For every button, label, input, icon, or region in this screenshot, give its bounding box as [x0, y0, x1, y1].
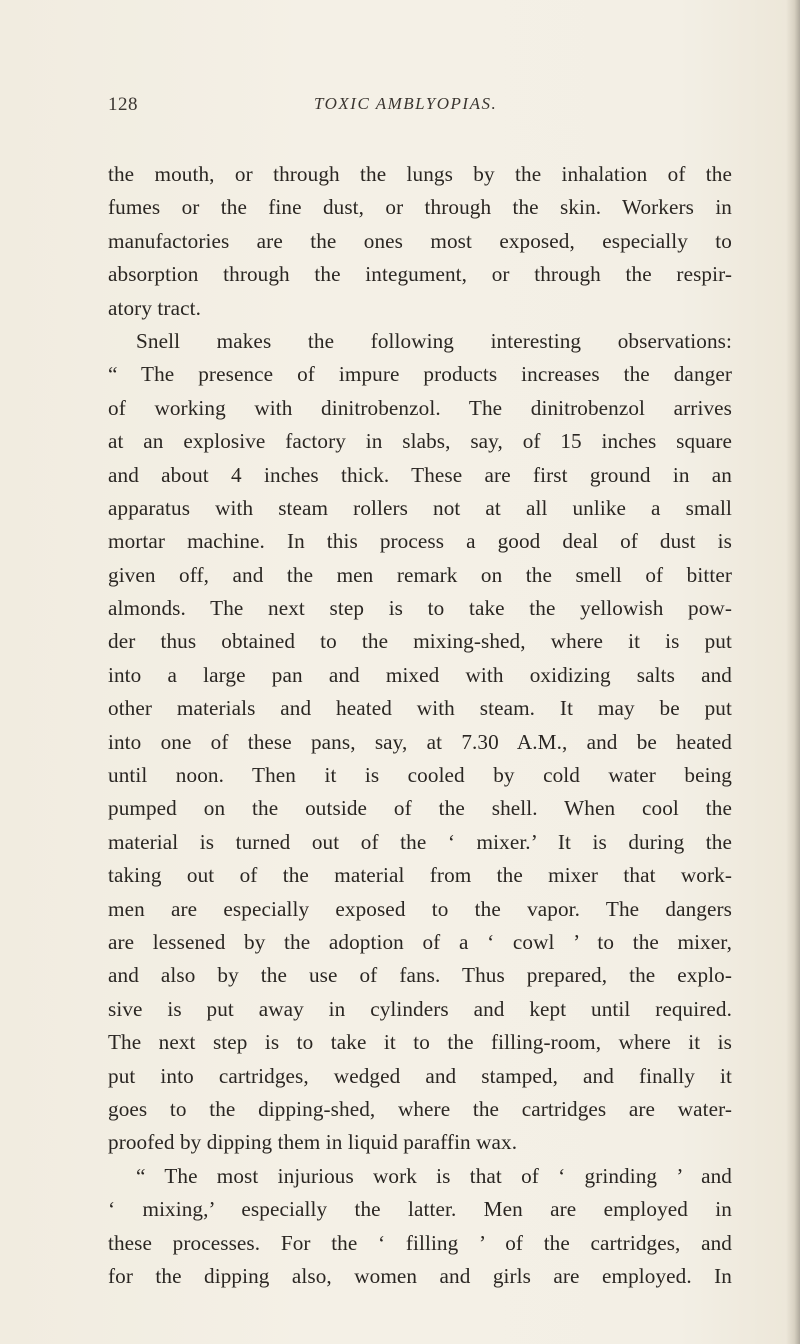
text-line: are lessened by the adoption of a ‘ cowl ’ to the mixer,: [108, 929, 732, 954]
text-line: The next step is to take it to the filling-room, where it is: [108, 1030, 732, 1055]
text-line: and also by the use of fans. Thus prepared, the explo-: [108, 963, 732, 988]
text-line: manufactories are the ones most exposed, especially to: [108, 228, 732, 253]
text-line: material is turned out of the ‘ mixer.’ It is during the: [108, 829, 732, 854]
text-line: of working with dinitrobenzol. The dinitrobenzol arrives: [108, 395, 732, 420]
text-line: “ The presence of impure products increases the danger: [108, 362, 732, 387]
text-line: goes to the dipping-shed, where the cartridges are water-: [108, 1096, 732, 1121]
text-line: at an explosive factory in slabs, say, of 15 inches square: [108, 429, 732, 454]
running-head: [108, 94, 728, 122]
text-line: apparatus with steam rollers not at all unlike a small: [108, 495, 732, 520]
text-line: der thus obtained to the mixing-shed, where it is put: [108, 629, 732, 654]
text-line: other materials and heated with steam. It may be put: [108, 696, 732, 721]
text-line: given off, and the men remark on the smell of bitter: [108, 562, 732, 587]
text-line: atory tract.: [108, 295, 201, 320]
text-line: the mouth, or through the lungs by the inhalation of the: [108, 162, 732, 186]
text-line: absorption through the integument, or through the respir-: [108, 262, 732, 287]
text-line: mortar machine. In this process a good deal of dust is: [108, 529, 732, 554]
page-number: 128: [108, 94, 138, 115]
text-line: men are especially exposed to the vapor. The dangers: [108, 896, 732, 921]
text-line: almonds. The next step is to take the yellowish pow-: [108, 596, 732, 621]
text-line: until noon. Then it is cooled by cold water being: [108, 763, 732, 788]
text-line: sive is put away in cylinders and kept until required.: [108, 996, 732, 1021]
text-line: ‘ mixing,’ especially the latter. Men are employed in: [108, 1197, 732, 1222]
text-line: proofed by dipping them in liquid paraffin wax.: [108, 1130, 518, 1155]
running-title: TOXIC AMBLYOPIAS.: [314, 94, 498, 113]
text-line: “ The most injurious work is that of ‘ grinding ’ and: [136, 1163, 732, 1188]
text-line: taking out of the material from the mixer that work-: [108, 863, 732, 888]
text-line: pumped on the outside of the shell. When cool the: [108, 796, 732, 821]
text-line: fumes or the fine dust, or through the skin. Workers in: [108, 195, 732, 220]
body-text: [108, 158, 732, 1293]
text-line: and about 4 inches thick. These are first ground in an: [108, 462, 732, 487]
text-line: put into cartridges, wedged and stamped, and finally it: [108, 1063, 732, 1088]
page-edge-shadow: [786, 0, 800, 1344]
text-line: into one of these pans, say, at 7.30 A.M., and be heated: [108, 729, 732, 754]
text-line: Snell makes the following interesting observations:: [136, 328, 732, 353]
text-line: into a large pan and mixed with oxidizing salts and: [108, 662, 732, 687]
text-line: these processes. For the ‘ filling ’ of the cartridges, and: [108, 1230, 732, 1255]
text-line: for the dipping also, women and girls are employed. In: [108, 1263, 732, 1288]
